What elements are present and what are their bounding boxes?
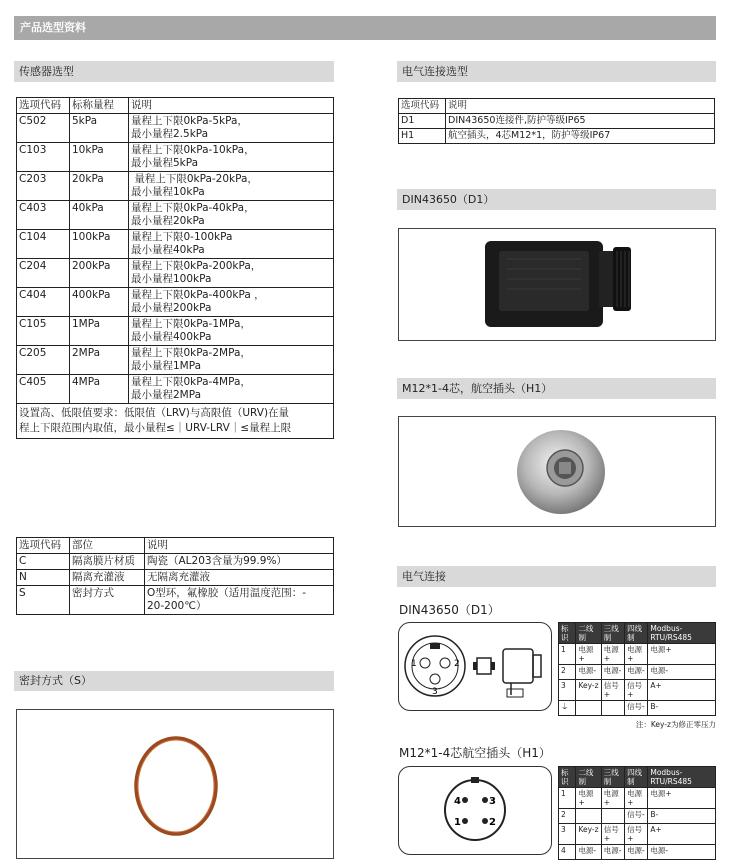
- table-row: [559, 845, 716, 860]
- m12-connector-image: [399, 417, 715, 526]
- din-section-title: DIN43650（D1）: [402, 193, 495, 206]
- cell: 3: [559, 680, 576, 701]
- cell-code: C: [17, 554, 70, 570]
- page-header-bar: [14, 16, 716, 40]
- cell-code: H1: [399, 129, 446, 144]
- cell-desc: [129, 288, 334, 317]
- desc-line: 量程上下限0kPa-5kPa，: [131, 115, 248, 127]
- cell: B-: [648, 809, 716, 824]
- desc-line: 量程上下限0kPa-400kPa ，: [131, 289, 265, 301]
- cell-part: 密封方式: [70, 586, 145, 615]
- desc-line: 最小量程20kPa: [131, 215, 205, 227]
- cell-range: 5kPa: [70, 114, 129, 143]
- desc-line: 最小量程200kPa: [131, 302, 212, 314]
- din-wiring-diagram: [398, 622, 552, 711]
- m12-pin-label: 2: [489, 817, 496, 828]
- table-row: [17, 346, 334, 375]
- col-header-range: 标称量程: [70, 98, 129, 114]
- desc-line: 最小量程400kPa: [131, 331, 212, 343]
- cell-desc: [129, 201, 334, 230]
- cell-code: C105: [17, 317, 70, 346]
- din-pin-diagram: [399, 623, 551, 710]
- cell-code: C204: [17, 259, 70, 288]
- din-wiring-note: 注：Key-z为修正零压力: [635, 720, 716, 729]
- sensor-table: [16, 97, 334, 439]
- cell: 电源-: [625, 845, 648, 860]
- desc-line: 量程上下限0kPa-20kPa，: [131, 173, 258, 185]
- cell: [576, 809, 601, 824]
- cell-range: 40kPa: [70, 201, 129, 230]
- cell-desc: [129, 114, 334, 143]
- table-row: [559, 788, 716, 809]
- cell-desc: [129, 346, 334, 375]
- table-row: [559, 680, 716, 701]
- connection-select-table: [398, 98, 715, 144]
- table-row: [559, 644, 716, 665]
- desc-line: 最小量程2.5kPa: [131, 128, 209, 140]
- table-row: [399, 129, 715, 144]
- cell: 电源-: [625, 665, 648, 680]
- din-pin-label: 3: [432, 687, 438, 697]
- desc-line: 量程上下限0kPa-2MPa，: [131, 347, 251, 359]
- cell-code: S: [17, 586, 70, 615]
- cell-desc: [145, 586, 334, 615]
- din-pin-label: 2: [454, 659, 460, 669]
- table-row: [17, 288, 334, 317]
- cell: 1: [559, 644, 576, 665]
- table-row: [17, 201, 334, 230]
- desc-line: 最小量程2MPa: [131, 389, 202, 401]
- table-row: [17, 114, 334, 143]
- cell-range: 1MPa: [70, 317, 129, 346]
- col-header-part: 部位: [70, 538, 145, 554]
- cell: 信号+: [625, 680, 648, 701]
- cell: [601, 701, 624, 716]
- cell-range: 4MPa: [70, 375, 129, 404]
- desc-line: 最小量程10kPa: [131, 186, 205, 198]
- m12-pin-label: 3: [489, 796, 496, 807]
- din-pin-label: 1: [411, 659, 417, 669]
- cell-desc: [129, 317, 334, 346]
- cell: 电源-: [601, 665, 624, 680]
- cell: 电源+: [601, 644, 624, 665]
- cell: 电源+: [576, 788, 601, 809]
- cell-range: 20kPa: [70, 172, 129, 201]
- note-line: 程上下限范围内取值，最小量程≤｜URV-LRV｜≤量程上限: [19, 422, 292, 434]
- m12-wiring-table-wrap: [558, 766, 716, 860]
- din-image-frame: [398, 228, 716, 341]
- cell-desc: 陶瓷（AL203含量为99.9%）: [145, 554, 334, 570]
- desc-line: 量程上下限0kPa-4MPa，: [131, 376, 251, 388]
- material-table-header: [17, 538, 334, 554]
- desc-line: 最小量程100kPa: [131, 273, 212, 285]
- seal-image-frame: [16, 709, 334, 859]
- sensor-section-bar: [14, 61, 334, 82]
- table-row: [17, 317, 334, 346]
- cell: 信号-: [625, 701, 648, 716]
- cell-code: C203: [17, 172, 70, 201]
- desc-line: 量程上下限0-100kPa: [131, 231, 233, 243]
- cell-range: 10kPa: [70, 143, 129, 172]
- seal-section-bar: [14, 671, 334, 691]
- cell-code: C404: [17, 288, 70, 317]
- cell: 信号+: [601, 824, 624, 845]
- col-header-id: 标识: [559, 767, 576, 788]
- col-header-id: 标识: [559, 623, 576, 644]
- cell-desc: [129, 230, 334, 259]
- col-header-desc: 说明: [129, 98, 334, 114]
- desc-line: 最小量程5kPa: [131, 157, 199, 169]
- cell-range: 100kPa: [70, 230, 129, 259]
- cell: 电源+: [625, 644, 648, 665]
- col-header-3wire: 三线制: [601, 767, 624, 788]
- cell: 电源+: [648, 788, 716, 809]
- cell: Key-z: [576, 680, 601, 701]
- din-wiring-table: [558, 622, 716, 716]
- cell: Key-z: [576, 824, 601, 845]
- wiring-section-bar: [397, 566, 716, 587]
- note-line: 设置高、低限值要求：低限值（LRV)与高限值（URV)在量: [19, 407, 290, 419]
- desc-line: 最小量程1MPa: [131, 360, 202, 372]
- m12-wiring-table: [558, 766, 716, 860]
- cell: 信号+: [601, 680, 624, 701]
- cell: 电源-: [648, 665, 716, 680]
- cell-range: 400kPa: [70, 288, 129, 317]
- cell: 电源-: [648, 845, 716, 860]
- din-wiring-title: DIN43650（D1）: [399, 603, 500, 617]
- col-header-modbus: Modbus-RTU/RS485: [648, 767, 716, 788]
- cell-code: C403: [17, 201, 70, 230]
- cell-desc: 无隔离充灌液: [145, 570, 334, 586]
- m12-section-title: M12*1-4芯，航空插头（H1）: [402, 382, 553, 395]
- cell: 信号+: [625, 824, 648, 845]
- connection-select-title: 电气连接选型: [402, 65, 468, 78]
- m12-pin-diagram: [399, 767, 551, 854]
- col-header-4wire: 四线制: [625, 623, 648, 644]
- cell-code: C104: [17, 230, 70, 259]
- cell-part: 隔离充灌液: [70, 570, 145, 586]
- desc-line: 20-200℃）: [147, 600, 207, 612]
- cell: 电源+: [625, 788, 648, 809]
- col-header-code: 选项代码: [17, 538, 70, 554]
- cell-code: C103: [17, 143, 70, 172]
- table-row: [559, 701, 716, 716]
- material-table: [16, 537, 334, 615]
- din-section-bar: [397, 189, 716, 210]
- col-header-code: 选项代码: [17, 98, 70, 114]
- cell-code: D1: [399, 114, 446, 129]
- cell: 3: [559, 824, 576, 845]
- cell-code: C205: [17, 346, 70, 375]
- m12-pin-label: 4: [454, 796, 461, 807]
- sensor-note: [17, 404, 334, 439]
- page-header-title: 产品选型资料: [20, 21, 86, 34]
- desc-line: 量程上下限0kPa-1MPa，: [131, 318, 251, 330]
- cell-desc: [129, 259, 334, 288]
- cell-code: N: [17, 570, 70, 586]
- wiring-table-header: [559, 767, 716, 788]
- cell: [601, 809, 624, 824]
- m12-wiring-diagram: [398, 766, 552, 855]
- cell: 电源+: [601, 788, 624, 809]
- connection-select-bar: [397, 61, 716, 82]
- cell: 4: [559, 845, 576, 860]
- table-row: [17, 259, 334, 288]
- cell-range: 2MPa: [70, 346, 129, 375]
- wiring-section-title: 电气连接: [402, 570, 446, 583]
- desc-line: O型环，氟橡胶（适用温度范围：-: [147, 587, 307, 599]
- sensor-note-row: [17, 404, 334, 439]
- cell-desc: DIN43650连接件,防护等级IP65: [446, 114, 715, 129]
- col-header-desc: 说明: [145, 538, 334, 554]
- cell: 电源-: [601, 845, 624, 860]
- din-wiring-table-wrap: [558, 622, 716, 730]
- din-connector-image: [399, 229, 715, 340]
- col-header-4wire: 四线制: [625, 767, 648, 788]
- cell: 电源+: [576, 644, 601, 665]
- cell-range: 200kPa: [70, 259, 129, 288]
- cell: B-: [648, 701, 716, 716]
- desc-line: 量程上下限0kPa-40kPa，: [131, 202, 255, 214]
- desc-line: 最小量程40kPa: [131, 244, 205, 256]
- cell-code: C502: [17, 114, 70, 143]
- cell: 电源+: [648, 644, 716, 665]
- table-row: [399, 114, 715, 129]
- cell-desc: 航空插头，4芯M12*1，防护等级IP67: [446, 129, 715, 144]
- desc-line: 量程上下限0kPa-200kPa，: [131, 260, 262, 272]
- seal-section-title: 密封方式（S）: [19, 674, 92, 687]
- cell: 电源-: [576, 845, 601, 860]
- table-row: [559, 665, 716, 680]
- table-row: [559, 824, 716, 845]
- ground-icon: ⏚: [559, 701, 576, 716]
- col-header-2wire: 二线制: [576, 767, 601, 788]
- m12-pin-label: 1: [454, 817, 461, 828]
- col-header-desc: 说明: [446, 99, 715, 114]
- cell: A+: [648, 680, 716, 701]
- cell: 信号-: [625, 809, 648, 824]
- table-row: [17, 172, 334, 201]
- sensor-table-header: [17, 98, 334, 114]
- connection-table-header: [399, 99, 715, 114]
- cell: 2: [559, 665, 576, 680]
- table-row: [559, 809, 716, 824]
- m12-image-frame: [398, 416, 716, 527]
- col-header-3wire: 三线制: [601, 623, 624, 644]
- table-row: [17, 586, 334, 615]
- cell: 1: [559, 788, 576, 809]
- wiring-table-header: [559, 623, 716, 644]
- col-header-code: 选项代码: [399, 99, 446, 114]
- desc-line: 量程上下限0kPa-10kPa，: [131, 144, 255, 156]
- table-row: [17, 230, 334, 259]
- cell: 电源-: [576, 665, 601, 680]
- col-header-modbus: Modbus-RTU/RS485: [648, 623, 716, 644]
- cell: A+: [648, 824, 716, 845]
- table-row: [17, 570, 334, 586]
- cell-desc: [129, 143, 334, 172]
- table-row: [17, 375, 334, 404]
- cell-desc: [129, 172, 334, 201]
- m12-wiring-title: M12*1-4芯航空插头（H1）: [399, 746, 551, 760]
- cell-part: 隔离膜片材质: [70, 554, 145, 570]
- cell-desc: [129, 375, 334, 404]
- sensor-section-title: 传感器选型: [19, 65, 74, 78]
- table-row: [17, 554, 334, 570]
- cell-code: C405: [17, 375, 70, 404]
- o-ring-image: [17, 710, 333, 858]
- m12-section-bar: [397, 378, 716, 399]
- cell: [576, 701, 601, 716]
- cell: 2: [559, 809, 576, 824]
- col-header-2wire: 二线制: [576, 623, 601, 644]
- table-row: [17, 143, 334, 172]
